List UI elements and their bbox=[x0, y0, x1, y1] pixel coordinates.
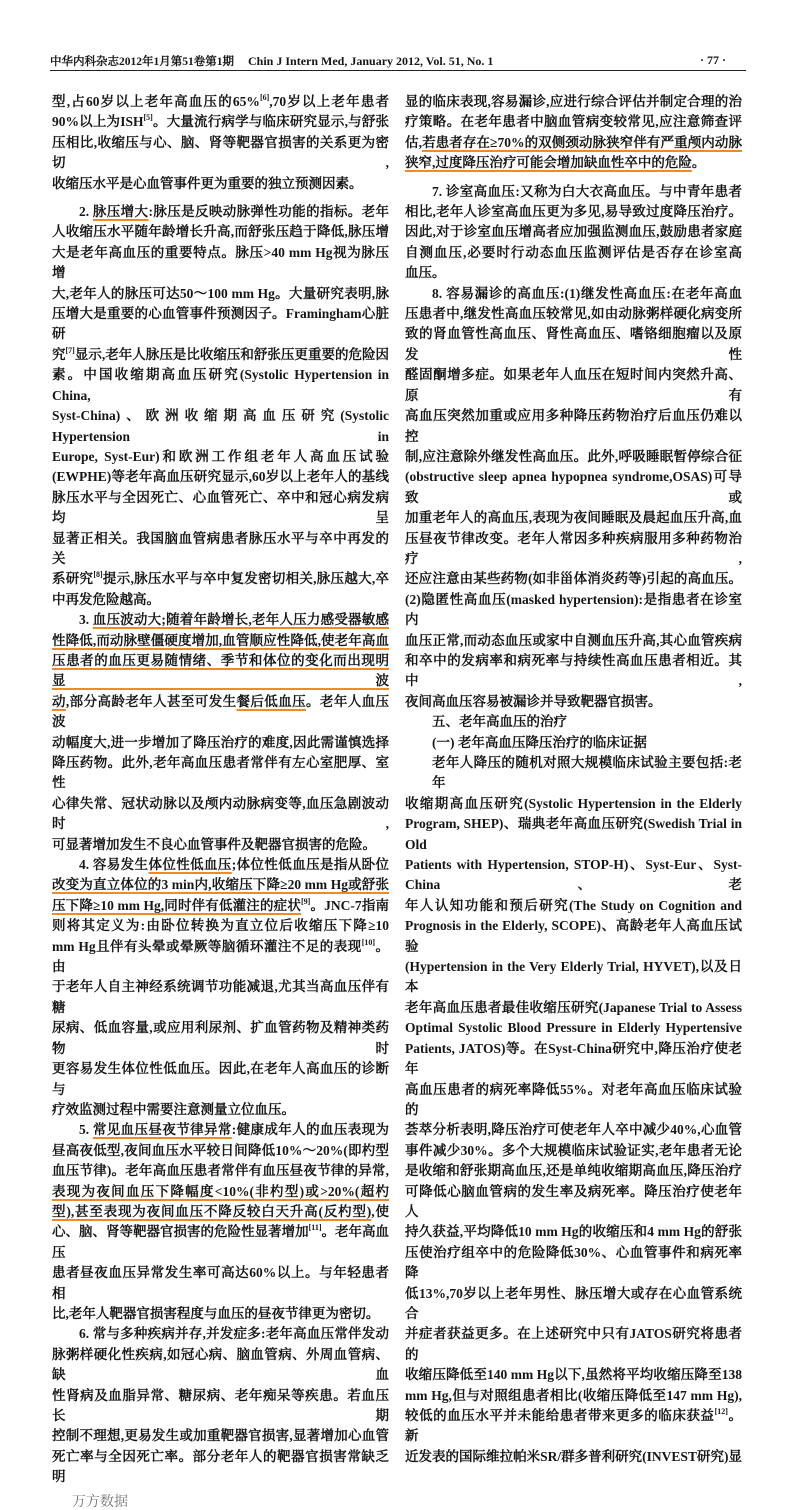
text-line: 大是老年高血压的重要特点。脉压>40 mm Hg视为脉压增 bbox=[52, 244, 389, 281]
highlight-underline: 狭窄,过度降压治疗可能会增加缺血性卒中的危险 bbox=[405, 155, 692, 171]
text-line: 3. 血压波动大;随着年龄增长,老年人压力感受器敏感 bbox=[79, 612, 390, 628]
text-line: Optimal Systolic Blood Pressure in Elderly Hypertensive bbox=[405, 1020, 742, 1036]
text-line: 相比,老年人诊室高血压更为多见,易导致过度降压治疗。 bbox=[405, 204, 742, 220]
highlight-underline: 餐后低血压 bbox=[236, 693, 307, 709]
text-line: 压下降≥10 mm Hg,同时伴有低灌注的症状[9]。JNC-7指南 bbox=[52, 896, 390, 913]
highlight-underline: 性降低,而动脉壁僵硬度增加,血管顺应性降低,使老年高血 bbox=[52, 632, 389, 648]
text-line: 疗策略。在老年患者中脑血管病变较常见,应注意筛查评 bbox=[405, 114, 742, 130]
text-line: 显著正相关。我国脑血管病患者脉压水平与卒中再发的关 bbox=[52, 530, 389, 566]
highlight-underline: 压下降≥10 mm Hg,同时伴有低灌注的症状 bbox=[52, 897, 301, 913]
text-line: 是收缩和舒张期高血压,还是单纯收缩期高血压,降压治疗 bbox=[405, 1163, 742, 1179]
text-line: 因此,对于诊室血压增高者应加强监测血压,鼓励患者家庭 bbox=[405, 224, 742, 240]
text-line: 血压正常,而动态血压或家中自测血压升高,其心血管疾病 bbox=[405, 632, 742, 648]
text-line: 心律失常、冠状动脉以及颅内动脉病变等,血压急剧波动时, bbox=[52, 795, 389, 832]
text-line: 制,应注意除外继发性高血压。此外,呼吸睡眠暂停综合征 bbox=[405, 448, 742, 464]
text-line: 收缩压降低至140 mm Hg以下,虽然将平均收缩压降至138 bbox=[405, 1367, 742, 1383]
highlight-underline: 型),甚至表现为夜间血压不降反较白天升高(反杓型) bbox=[52, 1203, 372, 1219]
text-line: 压昼夜节律改变。老年人常因多种疾病服用多种药物治疗, bbox=[405, 530, 742, 566]
text-line: 比,老年人靶器官损害程度与血压的昼夜节律更为密切。 bbox=[52, 1305, 380, 1321]
text-line: 高血压患者的病死率降低55%。对老年高血压临床试验的 bbox=[405, 1081, 742, 1117]
text-line: 4. 容易发生体位性低血压;体位性低血压是指从卧位 bbox=[79, 857, 390, 873]
highlight-underline: 血压波动大;随着年龄增长,老年人压力感受器敏感 bbox=[92, 612, 390, 628]
highlight-underline: 体位性低血压 bbox=[148, 857, 232, 873]
text-line: 致的肾血管性高血压、肾性高血压、嗜铬细胞瘤以及原发性 bbox=[405, 326, 742, 362]
text-line: 低13%,70岁以上老年男性、脉压增大或存在心血管系统合 bbox=[405, 1285, 742, 1321]
text-line: 夜间高血压容易被漏诊并导致靶器官损害。 bbox=[405, 693, 662, 709]
text-line: 5. 常见血压昼夜节律异常:健康成年人的血压表现为 bbox=[79, 1122, 390, 1138]
highlight-underline: 动 bbox=[52, 693, 66, 709]
text-line: (obstructive sleep apnea hypopnea syndrome,OSAS)可导致或 bbox=[405, 469, 742, 505]
text-line: 素。中国收缩期高血压研究(Systolic Hypertension in China, bbox=[52, 367, 389, 403]
text-line: 系研究[8]提示,脉压水平与卒中复发密切相关,脉压越大,卒 bbox=[52, 570, 390, 587]
text-line: 降压药物。此外,老年高血压患者常伴有左心室肥厚、室性 bbox=[52, 755, 389, 791]
right-text-column bbox=[405, 92, 742, 1467]
text-line: 压相比,收缩压与心、脑、肾等靶器官损害的关系更为密切, bbox=[52, 134, 389, 171]
text-line: 更容易发生体位性低血压。因此,在老年人高血压的诊断与 bbox=[52, 1061, 389, 1097]
page-number: · 77 · bbox=[699, 53, 726, 67]
text-line: 死亡率与全因死亡率。部分老年人的靶器官损害常缺乏明 bbox=[52, 1448, 389, 1485]
text-line: 收缩期高血压研究(Systolic Hypertension in the Elderly bbox=[405, 795, 742, 811]
citation-reference: [11] bbox=[308, 1223, 322, 1233]
text-line: 压增大是重要的心血管事件预测因子。Framingham心脏研 bbox=[52, 306, 389, 342]
running-header bbox=[50, 52, 746, 71]
text-line: (Hypertension in the Very Elderly Trial, HYVET),以及日本 bbox=[405, 959, 742, 995]
journal-name-en: Chin J Intern Med, January 2012, Vol. 51, No. 1 bbox=[248, 54, 494, 68]
text-line: 90%以上为ISH[5]。大量流行病学与临床研究显示,与舒张 bbox=[52, 113, 390, 130]
text-line: 较低的血压水平并未能给患者带来更多的临床获益[12]。新 bbox=[405, 1407, 743, 1444]
text-line: 老年高血压患者最佳收缩压研究(Japanese Trial to Assess bbox=[405, 999, 742, 1015]
left-text-column bbox=[52, 92, 389, 1488]
highlight-underline: 表现为夜间血压下降幅度<10%(非杓型)或>20%(超杓 bbox=[52, 1183, 389, 1199]
text-line: 年人认知功能和预后研究(The Study on Cognition and bbox=[405, 897, 742, 913]
text-line: Patients with Hypertension, STOP-H)、Syst-Eur、Syst-China、老 bbox=[405, 857, 742, 893]
text-line: 动,部分高龄老年人甚至可发生餐后低血压。老年人血压波 bbox=[52, 693, 390, 730]
text-line: 动幅度大,进一步增加了降压治疗的难度,因此需谨慎选择 bbox=[52, 734, 389, 750]
highlight-underline: 常见血压昼夜节律异常 bbox=[92, 1122, 232, 1138]
citation-reference: [9] bbox=[301, 896, 311, 906]
text-line bbox=[52, 651, 389, 692]
citation-reference: [5] bbox=[143, 113, 153, 123]
text-line: 和卒中的发病率和病死率与持续性高血压患者相近。其中, bbox=[405, 652, 742, 689]
citation-reference: [8] bbox=[93, 570, 103, 580]
text-line: 可显著增加发生不良心血管事件及靶器官损害的危险。 bbox=[52, 836, 376, 852]
text-line: 加重老年人的高血压,表现为夜间睡眠及晨起血压升高,血 bbox=[405, 510, 742, 526]
text-line: 可降低心脑血管病的发生率及病死率。降压治疗使老年人 bbox=[405, 1183, 742, 1219]
text-line: 五、老年高血压的治疗 bbox=[432, 714, 567, 730]
text-line: 老年人降压的随机对照大规模临床试验主要包括:老年 bbox=[432, 755, 742, 791]
text-line bbox=[52, 1182, 389, 1202]
citation-reference: [6] bbox=[259, 93, 270, 102]
text-line: 心、脑、肾等靶器官损害的危险性显著增加[11]。老年高血压 bbox=[52, 1223, 390, 1260]
text-line: 并症者获益更多。在上述研究中只有JATOS研究将患者的 bbox=[405, 1326, 742, 1362]
text-line: 患者昼夜血压异常发生率可高达60%以上。与年轻患者相 bbox=[52, 1265, 389, 1301]
text-line: 血压。 bbox=[405, 265, 446, 281]
text-line: mm Hg,但与对照组患者相比(收缩压降低至147 mm Hg), bbox=[405, 1387, 742, 1403]
text-line: Patients, JATOS)等。在Syst-China研究中,降压治疗使老年 bbox=[405, 1040, 742, 1077]
text-line: 近发表的国际维拉帕米SR/群多普利研究(INVEST研究)显 bbox=[405, 1448, 742, 1464]
journal-citation bbox=[50, 53, 493, 69]
citation-reference: [7] bbox=[65, 345, 75, 355]
text-line: 尿病、低血容量,或应用利尿剂、扩血管药物及精神类药物时 bbox=[52, 1020, 389, 1056]
highlight-underline: 若患者存在≥70%的双侧颈动脉狭窄伴有严重颅内动脉 bbox=[421, 134, 743, 150]
text-line: 估,若患者存在≥70%的双侧颈动脉狭窄伴有严重颅内动脉 bbox=[405, 134, 743, 150]
text-line: 持久获益,平均降低10 mm Hg的收缩压和4 mm Hg的舒张 bbox=[405, 1224, 742, 1240]
watermark-wanfang: 万方数据 bbox=[72, 1494, 128, 1510]
text-line: 收缩压水平是心血管事件更为重要的独立预测因素。 bbox=[52, 175, 363, 191]
text-line: 控制不理想,更易发生或加重靶器官损害,显著增加心血管 bbox=[52, 1428, 389, 1444]
text-line: 脉压水平与全因死亡、心血管死亡、卒中和冠心病发病均呈 bbox=[52, 489, 389, 526]
text-line: 性肾病及血脂异常、糖尿病、老年痴呆等疾患。若血压长期 bbox=[52, 1387, 389, 1423]
text-line: 显的临床表现,容易漏诊,应进行综合评估并制定合理的治 bbox=[405, 94, 742, 109]
text-line: 血压节律)。老年高血压患者常伴有血压昼夜节律的异常, bbox=[52, 1163, 389, 1179]
text-line: 2. 脉压增大:脉压是反映动脉弹性功能的指标。老年 bbox=[79, 204, 390, 220]
text-line: 高血压突然加重或应用多种降压药物治疗后血压仍难以控 bbox=[405, 408, 742, 444]
text-line: 狭窄,过度降压治疗可能会增加缺血性卒中的危险。 bbox=[405, 155, 706, 171]
text-line: 型,占60岁以上老年高血压的65%[6],70岁以上老年患者 bbox=[52, 93, 390, 109]
text-line: 究[7]显示,老年人脉压是比收缩压和舒张压更重要的危险因 bbox=[52, 345, 390, 362]
text-line: 6. 常与多种疾病并存,并发症多:老年高血压常伴发动 bbox=[79, 1326, 389, 1342]
text-line: 荟萃分析表明,降压治疗可使老年人卒中减少40%,心血管 bbox=[405, 1122, 742, 1138]
citation-reference: [12] bbox=[714, 1407, 728, 1416]
text-line: (一) 老年高血压降压治疗的临床证据 bbox=[432, 734, 647, 750]
text-line: 自测血压,必要时行动态血压监测评估是否存在诊室高 bbox=[405, 244, 742, 260]
text-line: 醛固酮增多症。如果老年人血压在短时间内突然升高、原有 bbox=[405, 367, 742, 403]
text-line bbox=[52, 875, 389, 895]
text-line: 人收缩压水平随年龄增长升高,而舒张压趋于降低,脉压增 bbox=[52, 224, 389, 240]
text-line: Syst-China)、欧洲收缩期高血压研究(Systolic Hypertension in bbox=[52, 408, 389, 444]
highlight-underline: 改变为直立体位的3 min内,收缩压下降≥20 mm Hg或舒张 bbox=[52, 877, 389, 893]
text-line: 疗效监测过程中需要注意测量立位血压。 bbox=[52, 1101, 295, 1117]
text-line: 8. 容易漏诊的高血压:(1)继发性高血压:在老年高血 bbox=[432, 285, 742, 301]
citation-reference: [10] bbox=[361, 937, 376, 947]
text-line: (EWPHE)等老年高血压研究显示,60岁以上老年人的基线 bbox=[52, 469, 389, 485]
text-line: 型),甚至表现为夜间血压不降反较白天升高(反杓型),使 bbox=[52, 1203, 389, 1219]
text-line: mm Hg且伴有头晕或晕厥等脑循环灌注不足的表现[10]。由 bbox=[52, 937, 389, 975]
journal-name-cn: 中华内科杂志2012年1月第51卷第1期 bbox=[50, 56, 234, 68]
text-line: 大,老年人的脉压可达50～100 mm Hg。大量研究表明,脉 bbox=[52, 285, 389, 301]
text-line: Europe, Syst-Eur)和欧洲工作组老年人高血压试验 bbox=[52, 448, 389, 464]
text-line: 事件减少30%。多个大规模临床试验证实,老年患者无论 bbox=[405, 1142, 742, 1158]
highlight-underline: 压患者的血压更易随情绪、季节和体位的变化而出现明显波 bbox=[52, 652, 389, 689]
text-line: 昼高夜低型,夜间血压水平较日间降低10%～20%(即杓型 bbox=[52, 1142, 389, 1158]
text-line: 中再发危险越高。 bbox=[52, 591, 160, 607]
text-line: 压使治疗组卒中的危险降低30%、心血管事件和病死率降 bbox=[405, 1244, 742, 1281]
text-line bbox=[52, 631, 389, 651]
highlight-underline: 脉压增大 bbox=[92, 204, 149, 220]
text-line: Prognosis in the Elderly, SCOPE)、高龄老年人高血压试验 bbox=[405, 918, 742, 954]
text-line: 则将其定义为:由卧位转换为直立位后收缩压下降≥10 bbox=[52, 918, 389, 934]
text-line: 压患者中,继发性高血压较常见,如由动脉粥样硬化病变所 bbox=[405, 306, 742, 322]
text-line: Program, SHEP)、瑞典老年高血压研究(Swedish Trial in Old bbox=[405, 816, 742, 852]
text-line: 7. 诊室高血压:又称为白大衣高血压。与中青年患者 bbox=[432, 183, 742, 199]
text-line: 脉粥样硬化性疾病,如冠心病、脑血管病、外周血管病、缺血 bbox=[52, 1346, 389, 1383]
text-line: (2)隐匿性高血压(masked hypertension):是指患者在诊室内 bbox=[405, 591, 742, 628]
text-line: 于老年人自主神经系统调节功能减退,尤其当高血压伴有糖 bbox=[52, 979, 389, 1015]
text-line: 还应注意由某些药物(如非甾体消炎药等)引起的高血压。 bbox=[405, 571, 742, 587]
